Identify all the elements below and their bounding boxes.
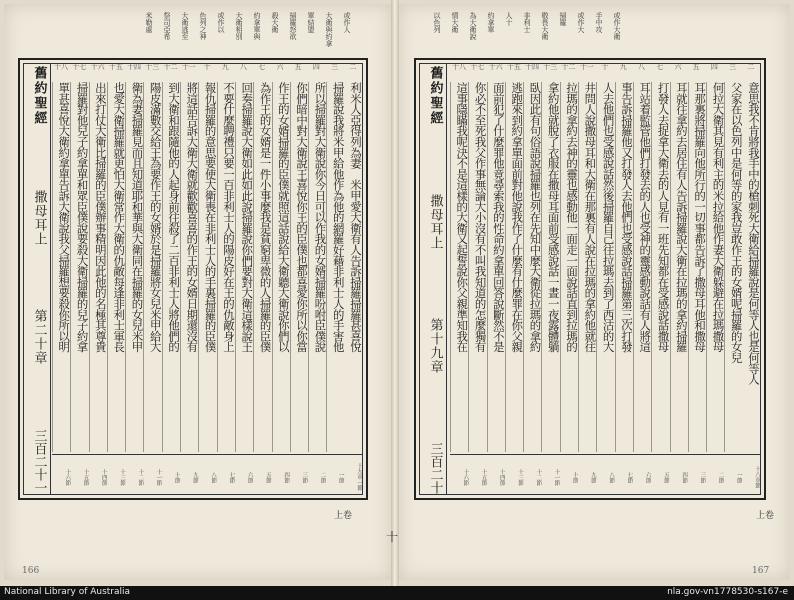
column-number: 十二 [163, 63, 178, 71]
left-running-head [26, 66, 52, 494]
margin-note: 掃羅 [559, 12, 567, 26]
left-text-frame [18, 58, 368, 500]
footnote: 六節 [246, 471, 253, 483]
margin-note: 大衛與約拿 [325, 12, 333, 47]
footnote: 十八章節 [754, 466, 760, 488]
footnote: 十四節 [100, 468, 107, 486]
footnote: 一節 [735, 471, 742, 483]
margin-note: 大衛相別 [235, 12, 243, 40]
column-number: 十二 [561, 63, 576, 71]
column-number: 三 [729, 63, 737, 71]
column-number: 十一 [579, 63, 594, 71]
column-number: 十六 [90, 63, 105, 71]
footnote: 十五節 [82, 468, 89, 486]
column-number: 七 [656, 63, 664, 71]
footnote: 一節 [337, 471, 344, 483]
column-number: 十四 [525, 63, 540, 71]
text-column: 作王的女婿掃羅的臣僕就照這話說給大衛聽大衛說你們以 [272, 82, 290, 452]
text-column: 將這話告訴大衛大衛就歡歡喜喜的作王的女婿日期還沒有 [180, 82, 198, 452]
column-number: 七 [258, 63, 266, 71]
left-column-numbers [52, 62, 362, 76]
footnote: 十九章一節 [356, 463, 362, 491]
footnote: 五節 [264, 471, 271, 483]
right-notes-separator [450, 454, 760, 455]
text-column: 利米人亞得列為妻 米甲愛大衛有人告訴掃羅掃羅甚喜悅 [349, 82, 363, 353]
footer-bar [0, 586, 794, 600]
column-number: 十一 [181, 63, 196, 71]
column-number: 六 [276, 63, 284, 71]
column-number: 十 [203, 63, 211, 71]
running-title: 舊約聖經 [31, 66, 47, 126]
column-number: 十八 [452, 63, 467, 71]
text-column: 回奏掃羅說大衛如此如此說掃羅說你們要對大衛這樣說王 [235, 82, 253, 452]
text-column: 所以掃羅對大衛說你今日可以作我的女婿掃羅吩咐臣僕說 [308, 82, 326, 452]
footnote: 九節 [589, 471, 596, 483]
text-column: 拿約他就脫了衣服在撒母耳面前受感說話一晝一夜露體躺 [541, 82, 559, 452]
text-column: 掃羅對他兒子約拿單和眾臣僕說要殺大衛掃羅的兒子約拿 [70, 82, 88, 452]
footnote: 二節 [717, 471, 724, 483]
column-number: 十三 [145, 63, 160, 71]
margin-note: 敬畏大衛 [541, 12, 549, 40]
column-number: 十三 [543, 63, 558, 71]
column-number: 五 [692, 63, 700, 71]
column-number: 二 [349, 63, 357, 71]
margin-note: 情大衛 [451, 12, 459, 33]
running-book: 撒母耳上 [427, 194, 443, 250]
footnote: 四節 [283, 471, 290, 483]
gutter-mark: 十 [386, 530, 399, 544]
text-column: 到大衛和跟隨他的人起身前往殺了二百非利士人將他們的 [162, 82, 180, 452]
margin-note: 非利士 [523, 12, 531, 33]
column-number: 十七 [470, 63, 485, 71]
text-column: 這事隱瞞我呢決不是這樣的大衛又起誓說你父親準知我在 [450, 82, 468, 452]
margin-note: 色列之神 [199, 12, 207, 40]
text-column: 你必不至死我父作事無論大小沒有不叫我知道的怎麼獨有 [468, 82, 486, 452]
margin-note: 或作以 [217, 12, 225, 33]
left-volume-tab: 上卷 [334, 511, 353, 521]
left-text-columns [52, 82, 362, 452]
margin-note: 或作大 [577, 12, 585, 33]
margin-note: 為大衛說 [469, 12, 477, 40]
footnote: 三節 [699, 471, 706, 483]
running-chapter: 第十九章 [427, 318, 443, 374]
column-number: 十六 [488, 63, 503, 71]
footnote: 七節 [626, 471, 633, 483]
column-number: 十五 [506, 63, 521, 71]
right-scan-page-number: 167 [752, 566, 770, 576]
text-column: 陽皮滿數交給王為要作王的女婿於是掃羅將女兒米甲給大 [143, 82, 161, 452]
text-column: 意思我不肯將我手中的槍刺死大衛給掃羅說是何等人也是何等人 [747, 82, 761, 385]
text-column: 人去他們也受感說話然後掃羅自己往拉瑪去到了西沽的大 [596, 82, 614, 452]
text-column: 何拉大衛其見有利主的米拉給他作妻大衛躲避在拉瑪撒母 [706, 82, 724, 452]
text-column: 耳站着監管他們打發去的人也受神的靈感動說話有人將這 [633, 82, 651, 452]
margin-note: 或作人 [343, 12, 351, 33]
text-column: 報仇掃羅的意思要使大衛喪在非利士人的手裏掃羅的臣僕 [198, 82, 216, 452]
text-column: 面前犯了什麼罪他竟尋索我的性命約拿單回答說斷然不是 [487, 82, 505, 452]
footnote: 十節 [173, 471, 180, 483]
footnote: 十三節 [516, 468, 523, 486]
right-footnotes [450, 458, 760, 496]
footnote: 十一節 [553, 468, 560, 486]
margin-note: 單結盟 [307, 12, 315, 33]
footnote: 十二節 [535, 468, 542, 486]
column-number: 九 [221, 63, 229, 71]
footnote: 十節 [571, 471, 578, 483]
text-column: 為作王的女婿是一件小事麼我是貧窮卑微的人掃羅的臣僕 [253, 82, 271, 452]
running-page-number: 三百二十 [427, 442, 443, 494]
column-number: 四 [710, 63, 718, 71]
margin-note: 祭司亞希 [163, 12, 171, 40]
text-column: 不要什麼聘禮只要一百非利士人的陽皮好在王的仇敵身上 [217, 82, 235, 452]
footnote: 十六節 [462, 468, 469, 486]
left-scan-page-number: 166 [22, 566, 40, 576]
text-column: 掃羅說我將米甲給他作為他的網羅好藉非利士人的手害他 [326, 82, 344, 452]
footer-identifier: nla.gov-vn1778530-s167-e [667, 587, 788, 597]
margin-note: 米勒處 [145, 12, 153, 33]
text-column: 也愛大衛掃羅就更怕大衛常作大衛的仇敵每逢非利士軍長 [107, 82, 125, 452]
margin-note: 約拿單 [487, 12, 495, 33]
right-column-numbers [450, 62, 760, 76]
column-number: 十七 [72, 63, 87, 71]
column-number: 五 [294, 63, 302, 71]
column-number: 二 [747, 63, 755, 71]
footnote: 十三節 [118, 468, 125, 486]
margin-note: 手中攻 [595, 12, 603, 33]
text-column: 事告訴掃羅他又打發人去他們也受感說話掃羅第三次打發 [615, 82, 633, 452]
column-number: 六 [674, 63, 682, 71]
footnote: 十四節 [498, 468, 505, 486]
column-number: 十八 [54, 63, 69, 71]
right-volume-tab: 上卷 [756, 511, 775, 521]
running-page-number: 三百二十一 [31, 428, 47, 494]
margin-note: 約拿單與 [253, 12, 261, 40]
footnote: 二節 [319, 471, 326, 483]
text-column: 出來打仗大衛比掃羅的臣僕辦事精明因此他的名極其尊貴 [89, 82, 107, 452]
margin-note: 以色列 [433, 12, 441, 33]
running-book: 撒母耳上 [31, 189, 47, 246]
left-footnotes [52, 458, 362, 496]
column-number: 八 [637, 63, 645, 71]
text-column: 父家在以色列中是何等的家我豈敢作王的女婿呢掃羅的女兒 [724, 82, 742, 452]
text-column: 臥因此有句俗語說掃羅也列在先知中麼大衛從拉瑪的拿約 [523, 82, 541, 452]
text-column: 耳就往拿約去居住有人告訴掃羅說大衛在拉瑪的拿約掃羅 [670, 82, 688, 452]
column-number: 九 [619, 63, 627, 71]
column-number: 四 [312, 63, 320, 71]
right-margin-notes [420, 12, 620, 58]
right-text-frame [414, 58, 766, 500]
column-number: 八 [239, 63, 247, 71]
footnote: 十一節 [155, 468, 162, 486]
left-margin-notes [80, 12, 350, 58]
footnote: 十五節 [480, 468, 487, 486]
footnote: 九節 [191, 471, 198, 483]
footnote: 八節 [210, 471, 217, 483]
text-column: 你們暗中對大衛說王喜悅你王的臣僕也都喜愛你所以你當 [290, 82, 308, 452]
text-column: 單甚喜悅大衛約拿單告訴大衛說我父掃羅想要殺你所以明 [52, 82, 70, 452]
footnote: 四節 [681, 471, 688, 483]
text-column: 拉瑪的拿約去神的靈也感動他一面走一面說話直到拉瑪的 [560, 82, 578, 452]
text-column: 衛為妻掃羅見而且知道耶和華與大衛同在掃羅的女兒米甲 [125, 82, 143, 452]
margin-note: 大衛逃至 [181, 12, 189, 40]
column-number: 十四 [127, 63, 142, 71]
running-chapter: 第二十章 [31, 309, 47, 366]
margin-note: 掃羅怒欲 [289, 12, 297, 40]
footnote: 六節 [644, 471, 651, 483]
text-column: 打發人去捉拿大衛去的人見有一班先知都在受感說話撒母 [651, 82, 669, 452]
margin-note: 或作大衛 [613, 12, 621, 40]
footnote: 十六節 [64, 468, 71, 486]
margin-note: 人十 [505, 12, 513, 26]
footnote: 五節 [662, 471, 669, 483]
column-number: 十 [601, 63, 609, 71]
text-column: 耳那裏將掃羅向他所行的一切事都告訴了撒母耳他和撒母 [688, 82, 706, 452]
right-running-head [422, 66, 448, 494]
book-gutter [391, 0, 399, 586]
footnote: 十二節 [137, 468, 144, 486]
margin-note: 殺大衛 [271, 12, 279, 33]
footnote: 八節 [608, 471, 615, 483]
right-text-columns [450, 82, 760, 452]
text-column: 逃跑來到約拿單面前對他說我作了什麼有什麼罪在你父親 [505, 82, 523, 452]
footnote: 三節 [301, 471, 308, 483]
column-number: 三 [331, 63, 339, 71]
running-title: 舊約聖經 [427, 66, 443, 126]
left-notes-separator [52, 454, 362, 455]
column-number: 十五 [108, 63, 123, 71]
text-column: 井問人說撒母耳和大衛在那裏有人說在拉瑪的拿約他就往 [578, 82, 596, 452]
footnote: 七節 [228, 471, 235, 483]
footer-institution: National Library of Australia [4, 587, 131, 597]
